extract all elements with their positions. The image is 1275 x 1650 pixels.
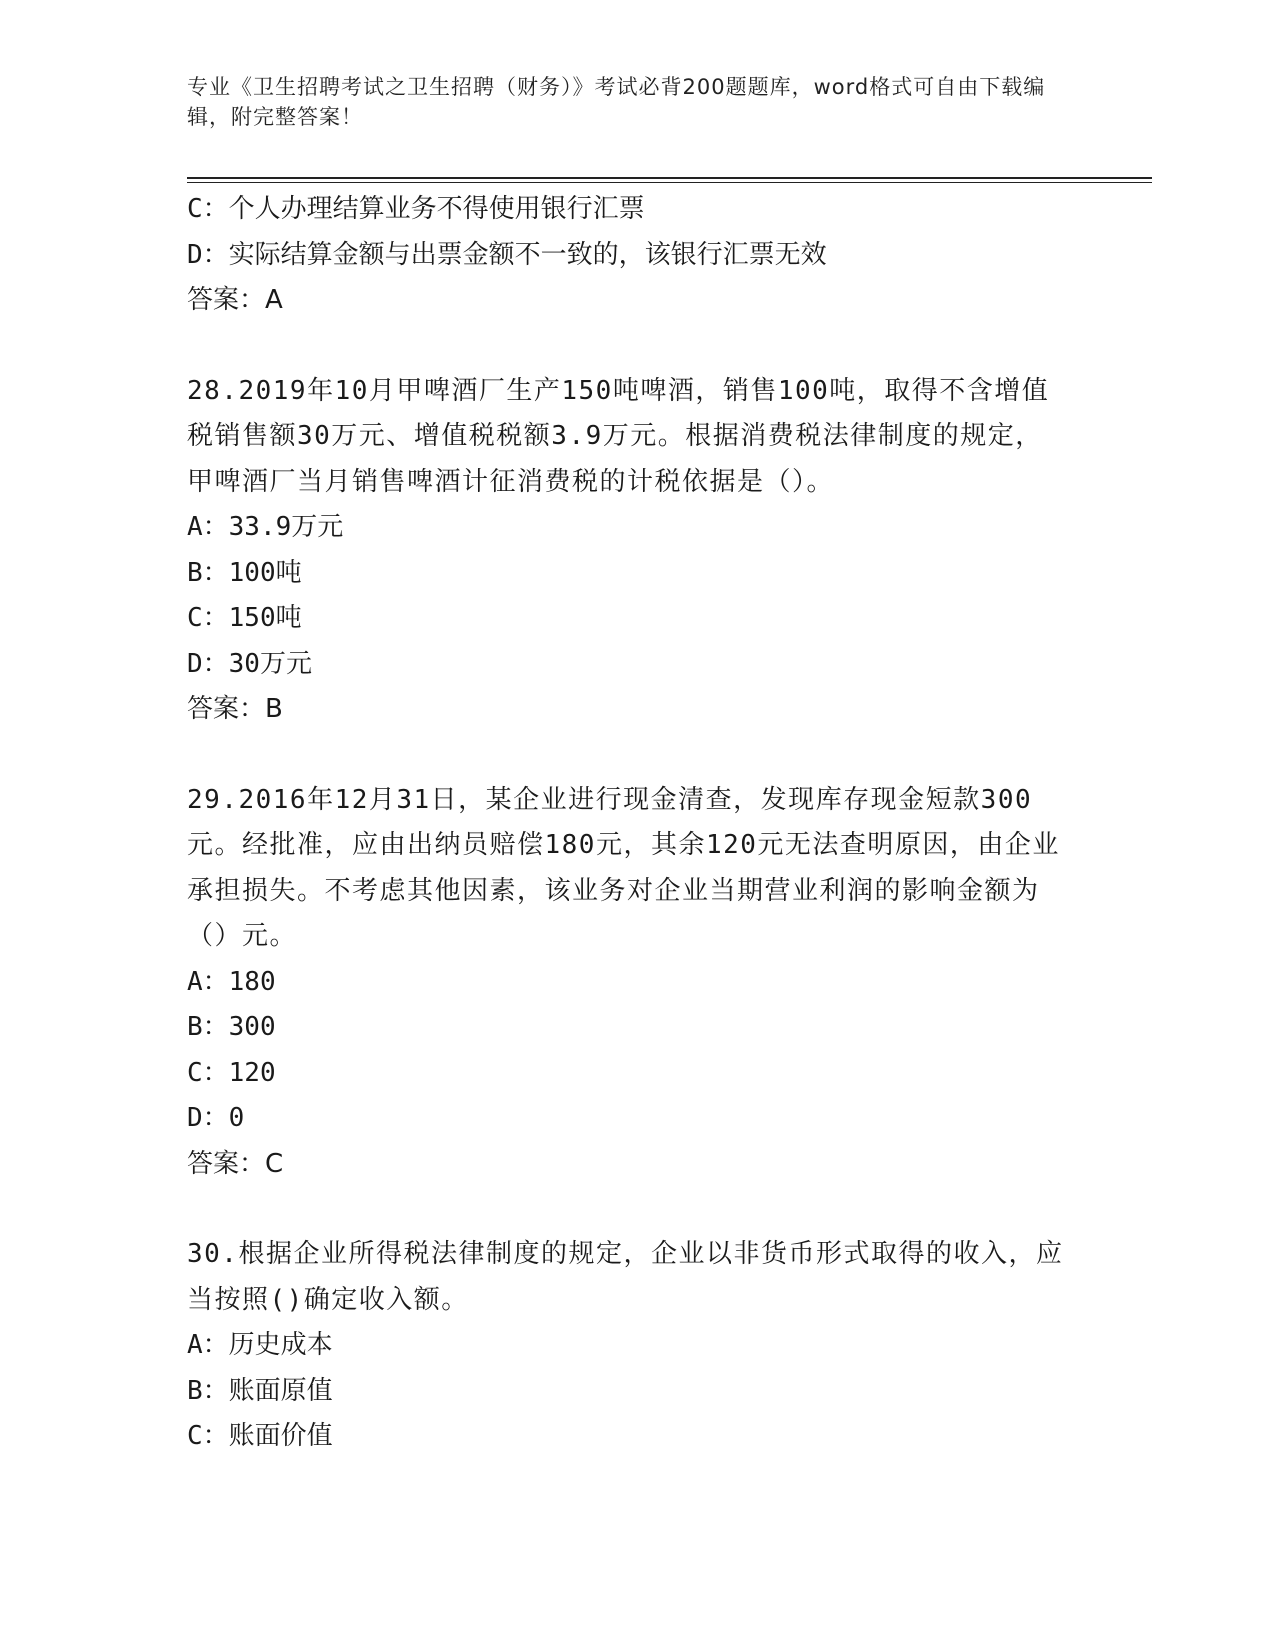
q29-answer: 答案：C bbox=[187, 1148, 284, 1179]
header-divider-thin bbox=[187, 182, 1152, 183]
q29-stem: 29.2016年12月31日，某企业进行现金清查，发现库存现金短款300元。经批准，应由出纳员赔偿180元，其余120元无法查明原因，由企业承担损失。不考虑其他因素，该业务对企业当期营业利润的影响金额为（）元。 bbox=[187, 784, 1060, 951]
q30-option-b: B：账面原值 bbox=[187, 1375, 333, 1406]
spacer bbox=[187, 1187, 1067, 1232]
q28-option-c: C：150吨 bbox=[187, 603, 302, 633]
document-header: 专业《卫生招聘考试之卫生招聘（财务）》考试必背200题题库，word格式可自由下载编辑，附完整答案！ bbox=[187, 75, 1046, 129]
question-content bbox=[187, 187, 1067, 1460]
q30-stem: 30.根据企业所得税法律制度的规定，企业以非货币形式取得的收入，应当按照()确定收入额。 bbox=[187, 1239, 1064, 1315]
q30-option-a: A：历史成本 bbox=[187, 1330, 333, 1360]
q28-stem: 28.2019年10月甲啤酒厂生产150吨啤酒，销售100吨，取得不含增值税销售额30万元、增值税税额3.9万元。根据消费税法律制度的规定，甲啤酒厂当月销售啤酒计征消费税的计税依据是（）。 bbox=[187, 375, 1050, 497]
q30-option-c: C：账面价值 bbox=[187, 1421, 333, 1451]
q27-option-c: C：个人办理结算业务不得使用银行汇票 bbox=[187, 194, 645, 224]
q29-option-a: A：180 bbox=[187, 966, 276, 997]
q29-option-d: D：0 bbox=[187, 1103, 245, 1133]
q27-answer: 答案：A bbox=[187, 285, 283, 315]
q28-option-a: A：33.9万元 bbox=[187, 512, 344, 542]
spacer bbox=[187, 324, 1067, 369]
spacer bbox=[187, 733, 1067, 778]
q29-option-c: C：120 bbox=[187, 1057, 276, 1088]
q28-answer: 答案：B bbox=[187, 694, 283, 724]
q28-option-b: B：100吨 bbox=[187, 557, 302, 588]
header-divider-thick bbox=[187, 177, 1152, 179]
q28-option-d: D：30万元 bbox=[187, 648, 312, 679]
q29-option-b: B：300 bbox=[187, 1012, 276, 1042]
q27-option-d: D：实际结算金额与出票金额不一致的，该银行汇票无效 bbox=[187, 239, 827, 270]
